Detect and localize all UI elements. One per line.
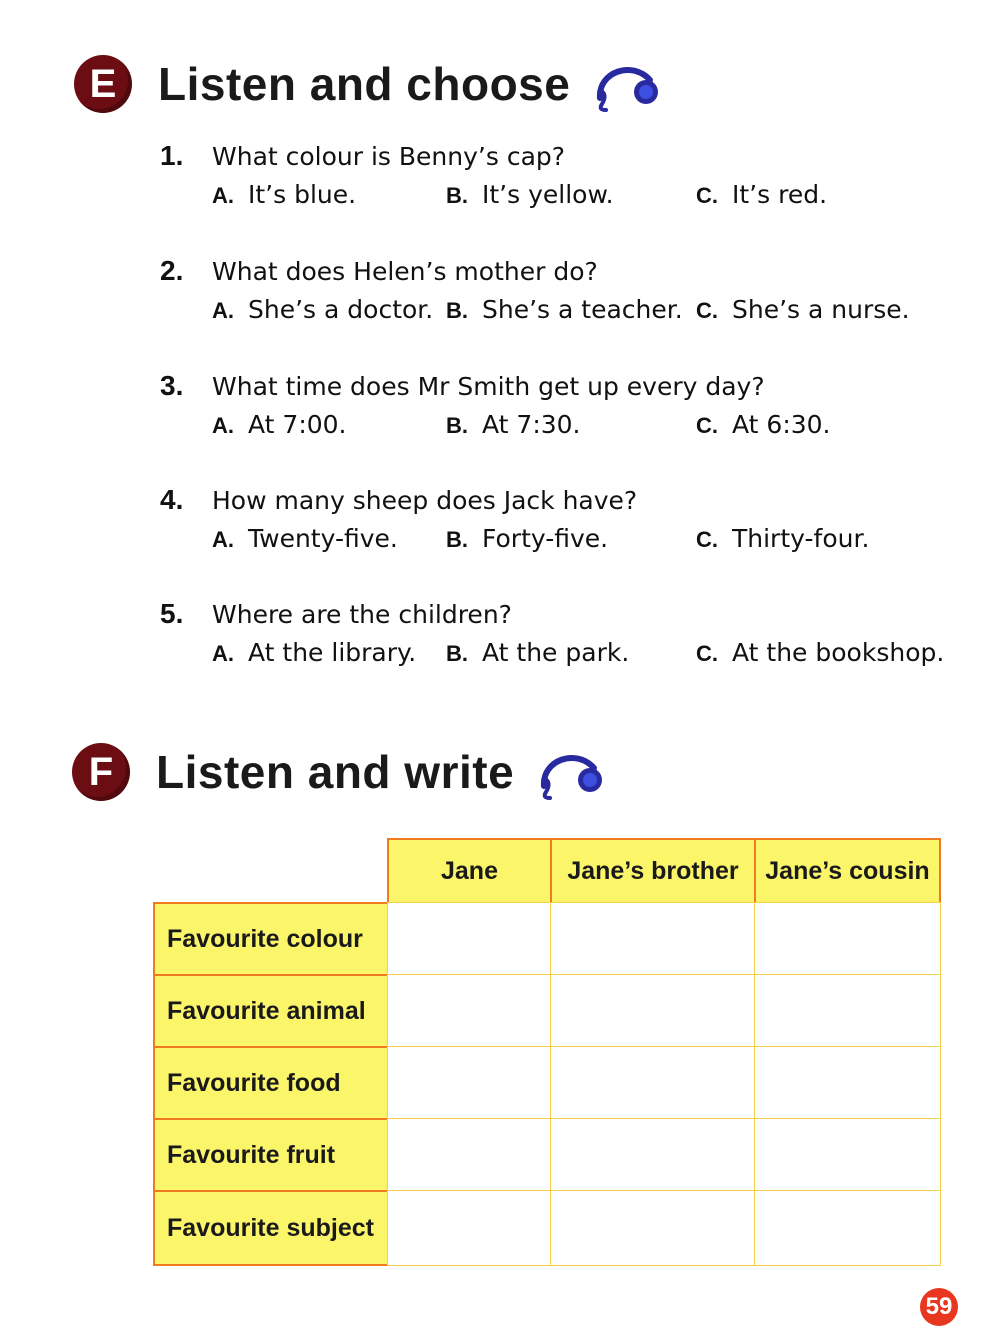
question-text: What colour is Benny’s cap? — [212, 142, 566, 171]
section-e-title: Listen and choose — [158, 58, 571, 110]
answer-cell[interactable] — [754, 1190, 941, 1266]
question-4 — [160, 484, 960, 564]
answer-cell[interactable] — [754, 974, 941, 1048]
option-c[interactable]: C. She’s a nurse. — [696, 295, 910, 324]
question-1 — [160, 140, 960, 220]
section-f-title: Listen and write — [156, 746, 515, 798]
row-header-food: Favourite food — [153, 1046, 389, 1120]
option-c[interactable]: C. At the bookshop. — [696, 638, 945, 667]
row-header-subject: Favourite subject — [153, 1190, 389, 1266]
option-b[interactable]: B. At the park. — [446, 638, 630, 667]
answer-cell[interactable] — [387, 974, 552, 1048]
headphone-icon — [538, 742, 608, 802]
option-a[interactable]: A. At the library. — [212, 638, 417, 667]
question-text: How many sheep does Jack have? — [212, 486, 638, 515]
option-a[interactable]: A. She’s a doctor. — [212, 295, 434, 324]
row-header-colour: Favourite colour — [153, 902, 389, 976]
answer-cell[interactable] — [387, 1118, 552, 1192]
answer-cell[interactable] — [387, 1046, 552, 1120]
answer-cell[interactable] — [754, 1046, 941, 1120]
answer-cell[interactable] — [387, 1190, 552, 1266]
option-a[interactable]: A. At 7:00. — [212, 410, 347, 439]
favourites-table — [153, 838, 941, 1266]
answer-cell[interactable] — [550, 1190, 756, 1266]
question-number: 2. — [160, 255, 184, 286]
column-header-jane: Jane — [387, 838, 552, 904]
answer-cell[interactable] — [754, 902, 941, 976]
section-f-header — [72, 742, 608, 802]
option-a[interactable]: A. It’s blue. — [212, 180, 357, 209]
question-text: What time does Mr Smith get up every day? — [212, 372, 765, 401]
row-header-fruit: Favourite fruit — [153, 1118, 389, 1192]
question-number: 1. — [160, 140, 184, 171]
question-text: What does Helen’s mother do? — [212, 257, 598, 286]
question-number: 3. — [160, 370, 184, 401]
option-c[interactable]: C. Thirty-four. — [696, 524, 870, 553]
headphone-icon — [594, 54, 664, 114]
option-b[interactable]: B. Forty-five. — [446, 524, 609, 553]
column-header-janes-brother: Jane’s brother — [550, 838, 756, 904]
question-5 — [160, 598, 960, 678]
answer-cell[interactable] — [550, 1046, 756, 1120]
answer-cell[interactable] — [754, 1118, 941, 1192]
option-b[interactable]: B. She’s a teacher. — [446, 295, 683, 324]
section-e-badge: E — [74, 55, 132, 113]
row-header-animal: Favourite animal — [153, 974, 389, 1048]
option-a[interactable]: A. Twenty-five. — [212, 524, 398, 553]
answer-cell[interactable] — [550, 1118, 756, 1192]
question-number: 4. — [160, 484, 184, 515]
question-text: Where are the children? — [212, 600, 512, 629]
page-number-badge: 59 — [920, 1288, 958, 1326]
option-c[interactable]: C. At 6:30. — [696, 410, 831, 439]
answer-cell[interactable] — [550, 974, 756, 1048]
section-f-badge: F — [72, 743, 130, 801]
question-number: 5. — [160, 598, 184, 629]
answer-cell[interactable] — [550, 902, 756, 976]
column-header-janes-cousin: Jane’s cousin — [754, 838, 941, 904]
section-e-header — [74, 54, 664, 114]
option-c[interactable]: C. It’s red. — [696, 180, 828, 209]
question-2 — [160, 255, 960, 335]
option-b[interactable]: B. It’s yellow. — [446, 180, 614, 209]
question-3 — [160, 370, 960, 450]
answer-cell[interactable] — [387, 902, 552, 976]
option-b[interactable]: B. At 7:30. — [446, 410, 581, 439]
